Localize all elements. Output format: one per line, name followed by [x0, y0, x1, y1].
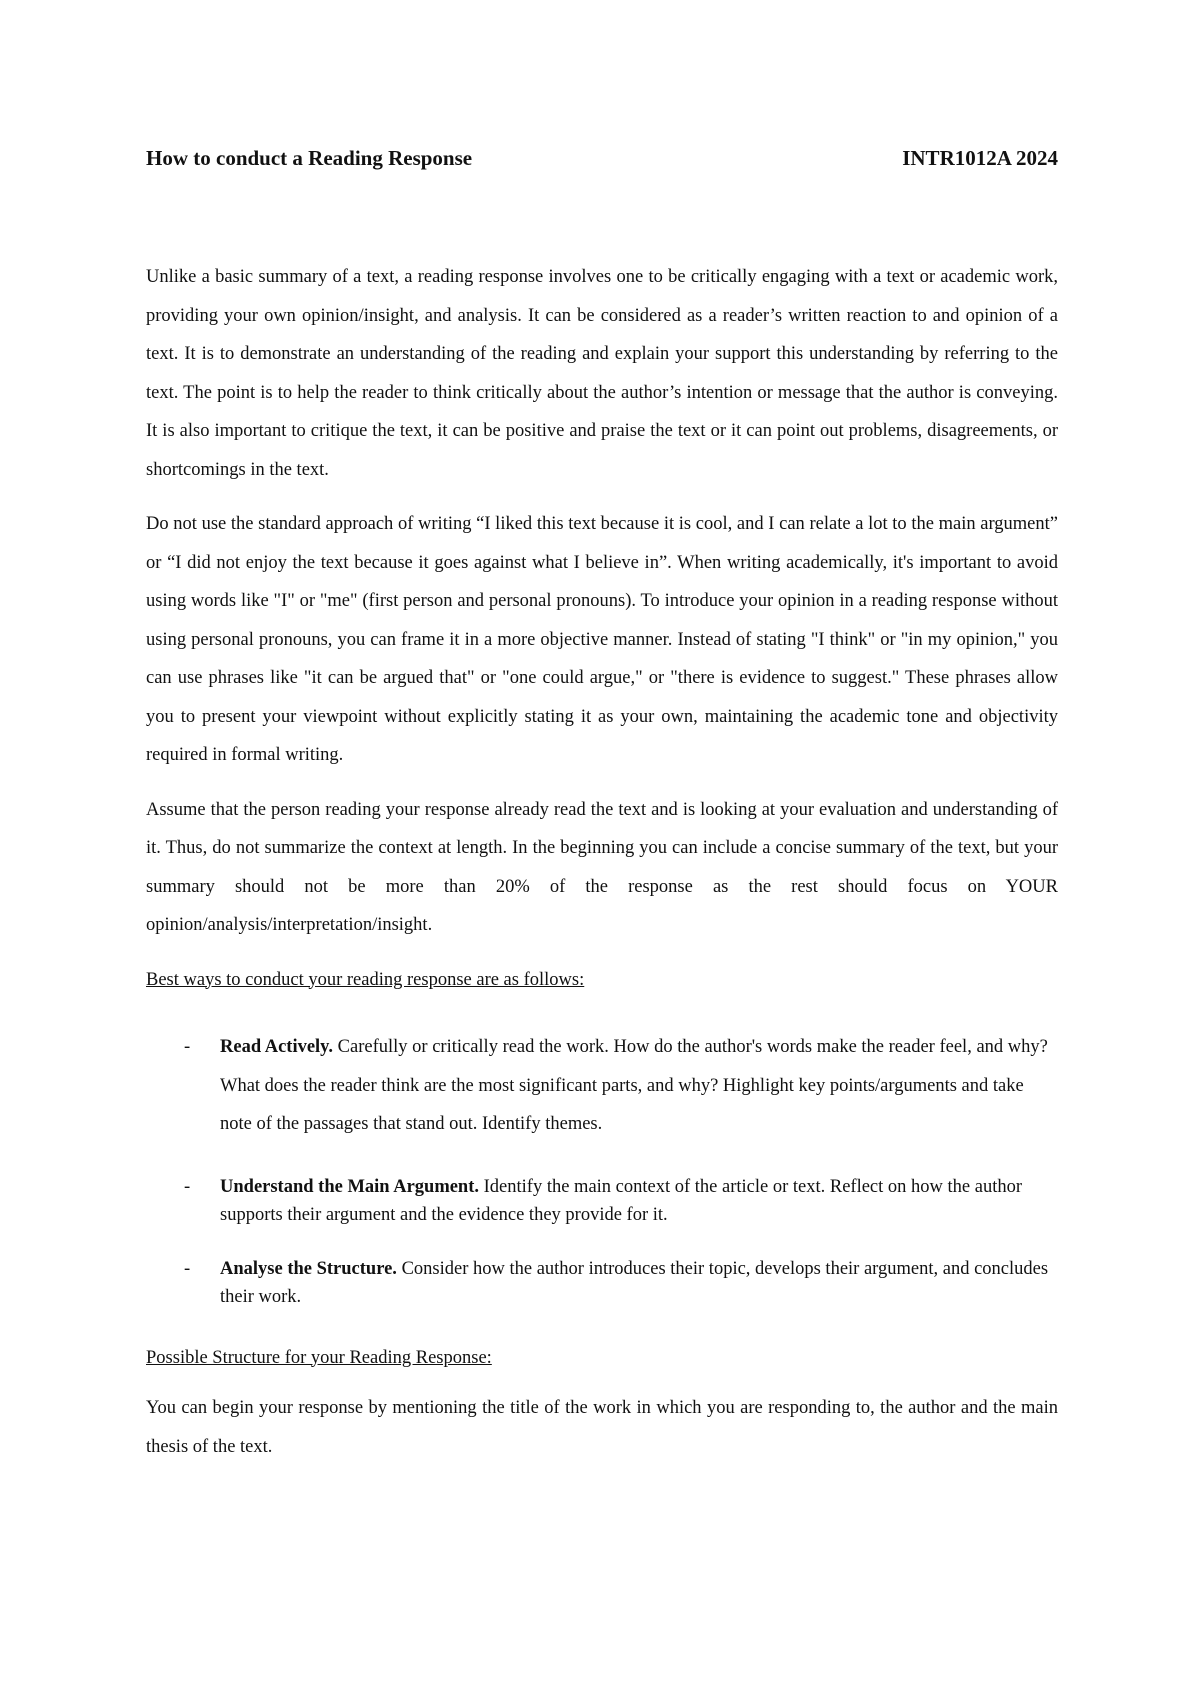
structure-paragraph: You can begin your response by mentioning the title of the work in which you are responding to, the author and the main thesis of the text.: [146, 1398, 1058, 1457]
list-item-text: Identify the main context of the article or text. Reflect on how the author supports their argument and the evidence they provide for it.: [220, 1176, 1023, 1225]
document-body: [146, 258, 1058, 1466]
list-dash: -: [184, 1176, 191, 1197]
summary-guidance-paragraph: Assume that the person reading your response already read the text and is looking at your evaluation and understanding of it. Thus, do not summarize the context at length. In the beginning you can include a concise summary of the text, but your summary should not be more than 20% of the response as the rest should focus on YOUR opinion/analysis/interpretation/insight.: [146, 799, 1058, 935]
document-header: [146, 146, 1058, 171]
list-item-title: Understand the Main Argument.: [220, 1176, 480, 1197]
intro-paragraph: Unlike a basic summary of a text, a reading response involves one to be critically engaging with a text or academic work, providing your own opinion/insight, and analysis. It can be considered as a reader’s written reaction to and opinion of a text. It is to demonstrate an understanding of the reading and explain your support this understanding by referring to the text. The point is to help the reader to think critically about the author’s intention or message that the author is conveying. It is also important to critique the text, it can be positive and praise the text or it can point out problems, disagreements, or shortcomings in the text.: [146, 267, 1058, 480]
course-code: INTR1012A 2024: [902, 146, 1058, 170]
possible-structure-heading: Possible Structure for your Reading Response:: [146, 1347, 492, 1368]
list-dash: -: [184, 1258, 191, 1279]
document-title: How to conduct a Reading Response: [146, 146, 473, 170]
best-ways-list: [146, 1028, 1058, 1312]
list-item-text: Carefully or critically read the work. How do the author's words make the reader feel, and why? What does the reader think are the most significant parts, and why? Highlight key points/arguments and take note of the passages that stand out. Identify themes.: [220, 1037, 1048, 1134]
list-item-title: Analyse the Structure.: [220, 1258, 397, 1279]
pronoun-guidance-paragraph: Do not use the standard approach of writing “I liked this text because it is cool, and I can relate a lot to the main argument” or “I did not enjoy the text because it goes against what I believe in”. When writing academically, it's important to avoid using words like "I" or "me" (first person and personal pronouns). To introduce your opinion in a reading response without using personal pronouns, you can frame it in a more objective manner. Instead of stating "I think" or "in my opinion," you can use phrases like "it can be argued that" or "one could argue," or "there is evidence to suggest." These phrases allow you to present your viewpoint without explicitly stating it as your own, maintaining the academic tone and objectivity required in formal writing.: [146, 514, 1058, 765]
best-ways-heading: Best ways to conduct your reading response are as follows:: [146, 969, 585, 990]
list-item-text: Consider how the author introduces their topic, develops their argument, and concludes their work.: [220, 1258, 1049, 1307]
list-item-title: Read Actively.: [220, 1037, 334, 1057]
list-item-main-argument: [146, 1173, 1058, 1230]
list-item-read-actively: [146, 1028, 1058, 1144]
list-item-structure: [146, 1255, 1058, 1312]
list-dash: -: [184, 1037, 191, 1057]
